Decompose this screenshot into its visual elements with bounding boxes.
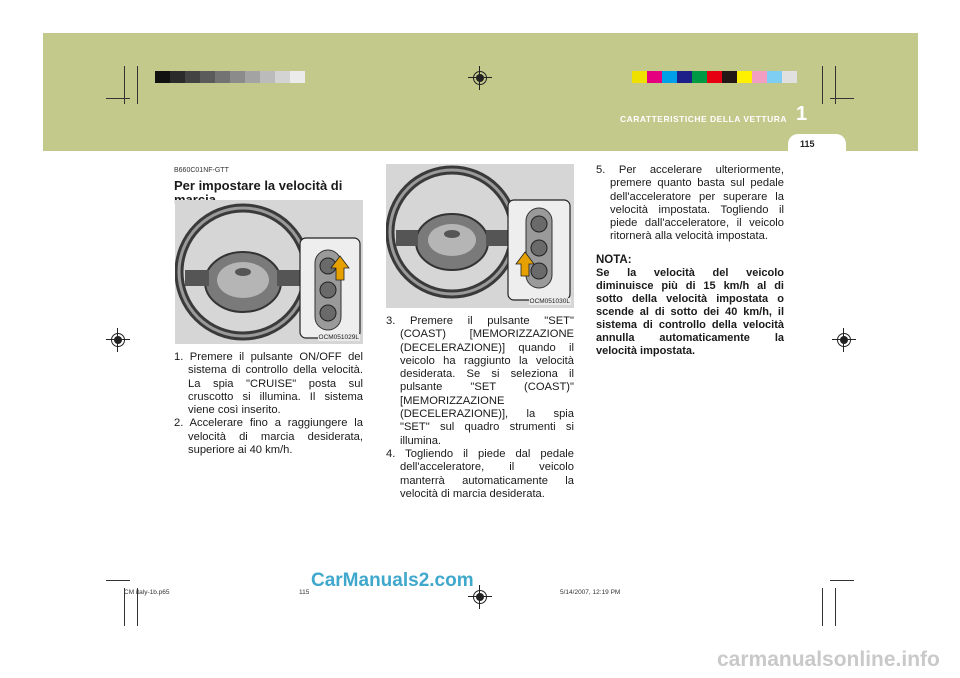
crop-mark [822, 66, 823, 104]
calibration-swatch [230, 71, 245, 83]
registration-mark-top [468, 66, 492, 90]
list-item: 4. Togliendo il piede dal pedale dell'acceleratore, il veicolo manterrà automaticamente la velocità di marcia desiderata. [386, 447, 574, 500]
calibration-swatch [200, 71, 215, 83]
column-1-text [174, 351, 363, 457]
calibration-swatch [245, 71, 260, 83]
calibration-swatch [707, 71, 722, 83]
calibration-swatch [275, 71, 290, 83]
registration-mark-right [832, 328, 856, 352]
color-calibration-bar [632, 71, 797, 83]
steering-wheel-illustration [175, 200, 363, 344]
crop-mark [830, 580, 854, 581]
list-item: 2. Accelerare fino a raggiungere la velocità di marcia desiderata, superiore ai 40 km/h. [174, 417, 363, 457]
calibration-swatch [677, 71, 692, 83]
watermark-bottom: carmanualsonline.info [717, 648, 940, 671]
calibration-swatch [647, 71, 662, 83]
note-title: NOTA: [596, 253, 632, 266]
footer-date: 5/14/2007, 12:19 PM [560, 589, 621, 596]
calibration-swatch [692, 71, 707, 83]
calibration-swatch [767, 71, 782, 83]
calibration-swatch [737, 71, 752, 83]
footer-page: 115 [299, 589, 310, 596]
steering-wheel-image-2 [386, 164, 574, 308]
calibration-swatch [722, 71, 737, 83]
image-caption: OCM051030L [529, 298, 570, 305]
chapter-title: CARATTERISTICHE DELLA VETTURA [620, 114, 788, 124]
column-3-text [596, 164, 784, 358]
image-caption: OCM051029L [318, 334, 359, 341]
section-heading: Per impostare la velocità di [174, 178, 343, 194]
crop-mark [830, 98, 854, 99]
grayscale-calibration-bar [155, 71, 305, 83]
calibration-swatch [782, 71, 797, 83]
list-item: 5. Per accelerare ulteriormente, premere quanto basta sul pedale dell'acceleratore per superare la velocità impostata. Togliendo il piede dall'acceleratore, il veicolo ritornerà alla velocità impostata. [596, 164, 784, 243]
calibration-swatch [662, 71, 677, 83]
crop-mark [106, 580, 130, 581]
list-item: 3. Premere il pulsante "SET" (COAST) [MEMORIZZAZIONE (DECELERAZIONE)] quando il veicolo ha raggiunto la velocità desiderata. Se si seleziona il pulsante "SET (COAST)" [MEMORIZZAZIONE (DECELERAZIONE)], la spia "SET" sul quadro strumenti si illumina. [386, 315, 574, 447]
crop-mark [835, 588, 836, 626]
calibration-swatch [155, 71, 170, 83]
crop-mark [106, 98, 130, 99]
calibration-swatch [290, 71, 305, 83]
note-body: Se la velocità del veicolo diminuisce più di 15 km/h al di sotto della velocità impostata o scende al di sotto dei 40 km/h, il sistema di controllo della velocità annulla automaticamente la velocità impostata. [596, 267, 784, 358]
page-number: 115 [800, 139, 815, 149]
crop-mark [137, 66, 138, 104]
list-item: 1. Premere il pulsante ON/OFF del sistema di controllo della velocità. La spia "CRUISE" posta sul cruscotto si illumina. Il sistema viene così inserito. [174, 351, 363, 417]
calibration-swatch [170, 71, 185, 83]
crop-mark [822, 588, 823, 626]
column-2-text [386, 315, 574, 501]
calibration-swatch [752, 71, 767, 83]
section-code: B660C01NF-GTT [174, 167, 229, 174]
footer-file: CM italy-1b.p65 [124, 589, 170, 596]
calibration-swatch [215, 71, 230, 83]
page-tab [788, 134, 846, 154]
steering-wheel-illustration [386, 164, 574, 308]
watermark-top: CarManuals2.com [311, 570, 474, 591]
calibration-swatch [260, 71, 275, 83]
steering-wheel-image-1 [175, 200, 363, 344]
registration-mark-left [106, 328, 130, 352]
header-band [43, 33, 918, 151]
calibration-swatch [632, 71, 647, 83]
chapter-number: 1 [796, 103, 808, 125]
calibration-swatch [185, 71, 200, 83]
